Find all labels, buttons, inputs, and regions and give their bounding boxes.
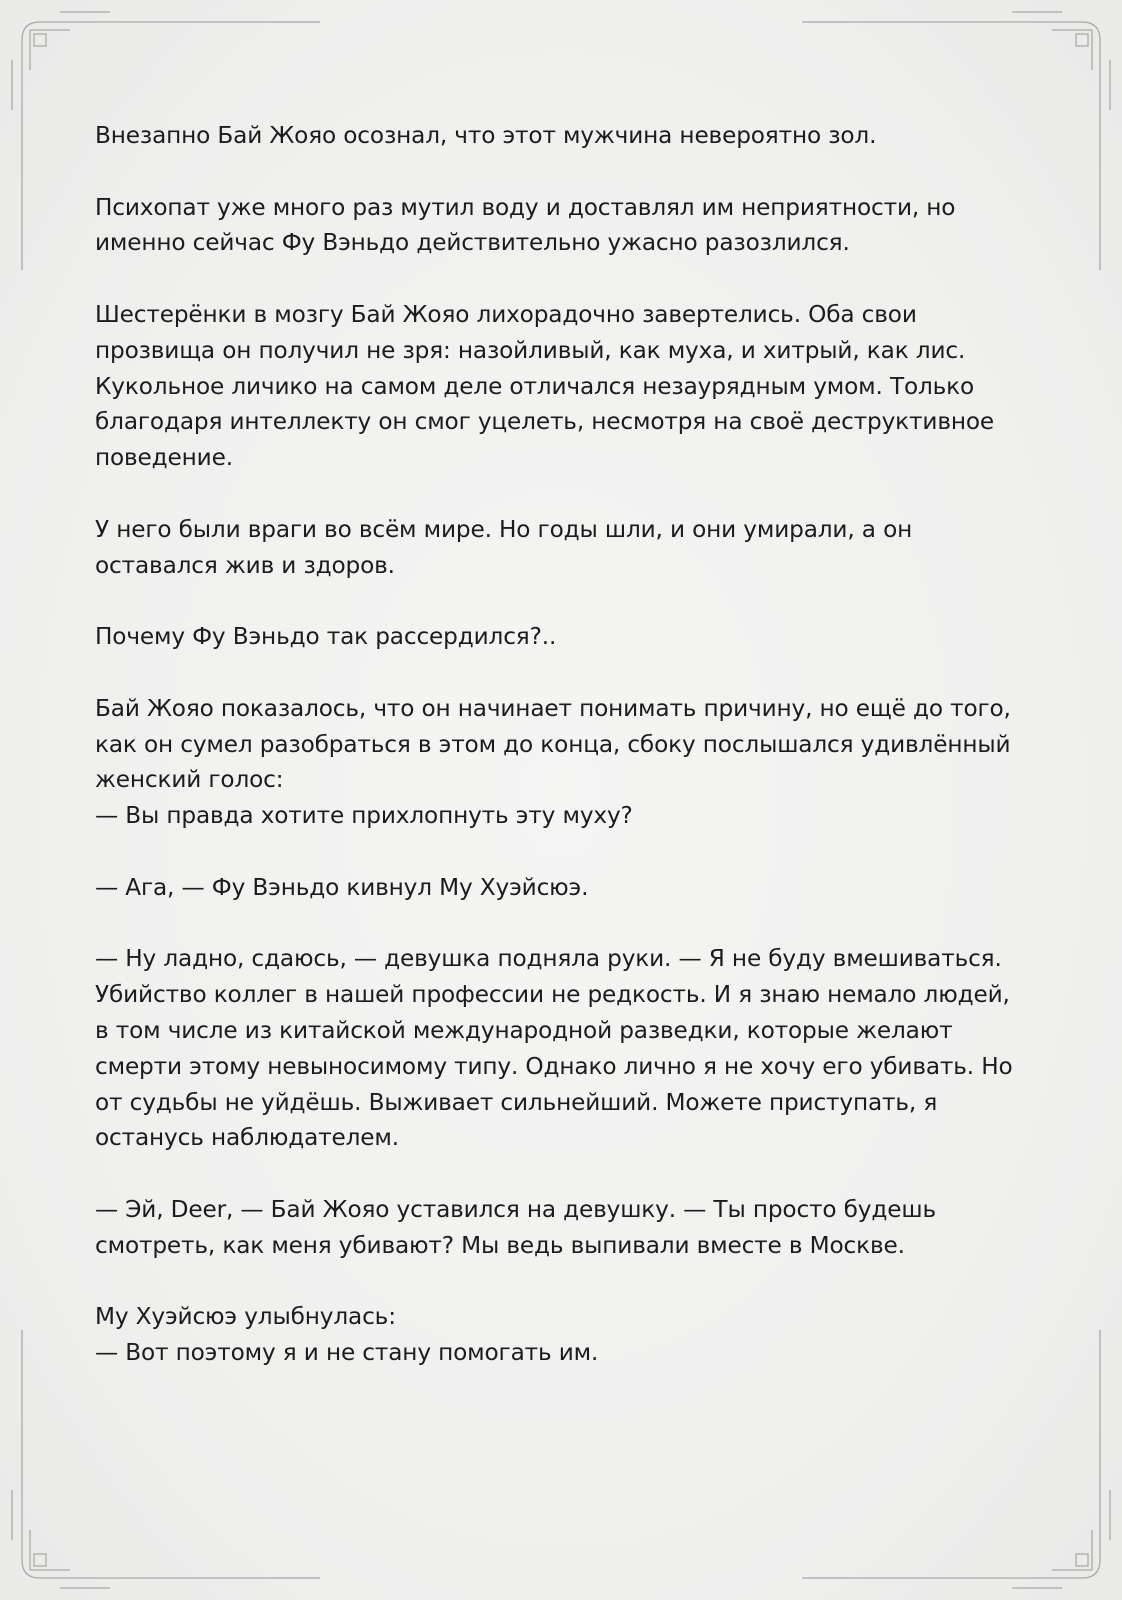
paragraph <box>95 691 1035 834</box>
text-line: Шестерёнки в мозгу Бай Жояо лихорадочно завертелись. Оба свои <box>95 300 917 328</box>
paragraph <box>95 619 1035 655</box>
text-line: женский голос: <box>95 766 284 794</box>
text-line: Внезапно Бай Жояо осознал, что этот мужчина невероятно зол. <box>95 122 877 149</box>
text-line: поведение. <box>95 444 233 472</box>
text-line: благодаря интеллекту он смог уцелеть, несмотря на своё деструктивное <box>95 408 994 436</box>
text-line: — Вот поэтому я и не стану помогать им. <box>95 1339 599 1367</box>
paragraph <box>95 297 1035 476</box>
text-line: смерти этому невыносимому типу. Однако лично я не хочу его убивать. Но <box>95 1052 1013 1080</box>
text-line: от судьбы не уйдёшь. Выживает сильнейший. Можете приступать, я <box>95 1088 938 1116</box>
text-line: в том числе из китайской международной разведки, которые желают <box>95 1016 953 1044</box>
text-line: именно сейчас Фу Вэньдо действительно ужасно разозлился. <box>95 229 850 257</box>
text-line: — Ну ладно, сдаюсь, — девушка подняла руки. — Я не буду вмешиваться. <box>95 945 1002 973</box>
text-line: Му Хуэйсюэ улыбнулась: <box>95 1303 396 1331</box>
text-line: останусь наблюдателем. <box>95 1124 399 1152</box>
text-line: смотреть, как меня убивают? Мы ведь выпивали вместе в Москве. <box>95 1231 905 1259</box>
paragraph <box>95 190 1035 262</box>
text-line: Психопат уже много раз мутил воду и доставлял им неприятности, но <box>95 193 956 221</box>
text-line: оставался жив и здоров. <box>95 551 395 579</box>
text-line: Почему Фу Вэньдо так рассердился?.. <box>95 623 557 651</box>
text-line: как он сумел разобраться в этом до конца, сбоку послышался удивлённый <box>95 730 1011 758</box>
text-line: — Ага, — Фу Вэньдо кивнул Му Хуэйсюэ. <box>95 873 589 901</box>
paragraph <box>95 870 1035 906</box>
text-line: Убийство коллег в нашей профессии не редкость. И я знаю немало людей, <box>95 981 1010 1009</box>
text-line: — Эй, Deer, — Бай Жояо уставился на девушку. — Ты просто будешь <box>95 1195 936 1223</box>
text-line: — Вы правда хотите прихлопнуть эту муху? <box>95 802 633 830</box>
text-line: Кукольное личико на самом деле отличался незаурядным умом. Только <box>95 372 975 400</box>
paragraph <box>95 941 1035 1156</box>
paragraph <box>95 1299 1035 1371</box>
text-line: У него были враги во всём мире. Но годы шли, и они умирали, а он <box>95 515 913 543</box>
paragraph <box>95 118 1035 154</box>
paragraph <box>95 1192 1035 1264</box>
paragraph <box>95 512 1035 584</box>
story-text <box>95 118 1035 1407</box>
text-line: Бай Жояо показалось, что он начинает понимать причину, но ещё до того, <box>95 694 1011 722</box>
text-line: прозвища он получил не зря: назойливый, как муха, и хитрый, как лис. <box>95 336 966 364</box>
